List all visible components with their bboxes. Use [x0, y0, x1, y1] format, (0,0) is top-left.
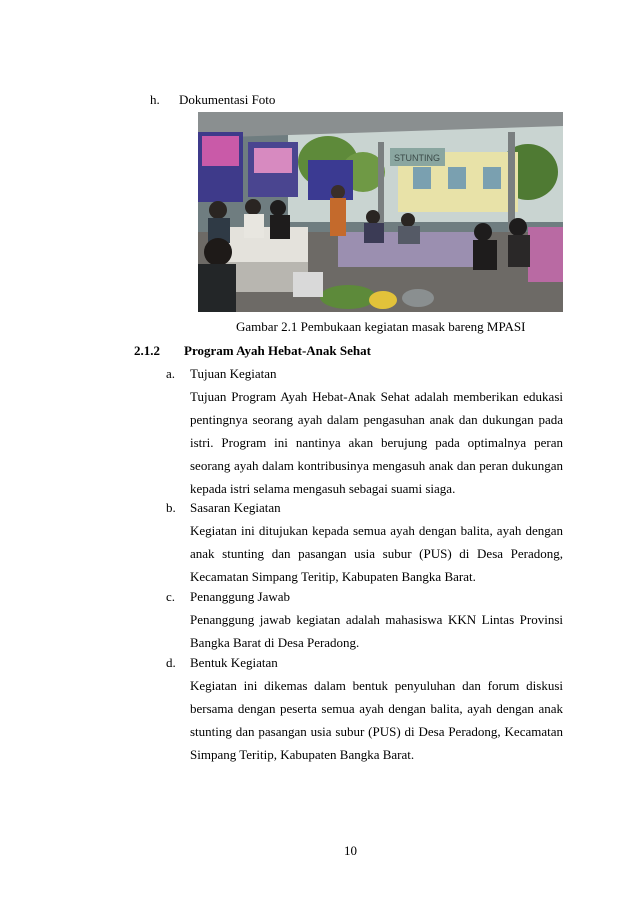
item-a-title: Tujuan Kegiatan [190, 366, 277, 381]
section-h-marker: h. [150, 92, 160, 107]
item-b-marker: b. [166, 500, 176, 515]
item-c-line: Penanggung jawab kegiatan adalah mahasiswa KKN Lintas Provinsi [190, 612, 563, 627]
item-a-line: seorang ayah dalam kontribusinya mengasuh anak dan peran dukungan [190, 458, 563, 473]
page-number: 10 [344, 843, 357, 858]
item-b-title: Sasaran Kegiatan [190, 500, 281, 515]
section-h-title: Dokumentasi Foto [179, 92, 276, 107]
item-d-marker: d. [166, 655, 176, 670]
item-d-line: Simpang Teritip, Kabupaten Bangka Barat. [190, 747, 415, 762]
item-b-line: Kecamatan Simpang Teritip, Kabupaten Bangka Barat. [190, 569, 476, 584]
figure-caption: Gambar 2.1 Pembukaan kegiatan masak bareng MPASI [236, 319, 526, 334]
heading-title: Program Ayah Hebat-Anak Sehat [184, 343, 371, 358]
activity-photo [198, 112, 563, 312]
banner-text: STUNTING [394, 153, 440, 163]
item-c-title: Penanggung Jawab [190, 589, 291, 604]
item-c-line: Bangka Barat di Desa Peradong. [190, 635, 360, 650]
activity-photo-illustration [198, 112, 563, 312]
item-b-line: anak stunting dan pasangan usia subur (PUS) di Desa Peradong, [190, 546, 563, 561]
heading-number: 2.1.2 [134, 343, 160, 358]
item-a-line: kepada istri selama mengasuh sebagai suami siaga. [190, 481, 456, 496]
item-b-line: Kegiatan ini ditujukan kepada semua ayah dengan balita, ayah dengan [190, 523, 563, 538]
item-a-line: istri. Program ini nantinya akan berujung pada optimalnya peran [190, 435, 563, 450]
item-c-marker: c. [166, 589, 176, 604]
item-a-line: Tujuan Program Ayah Hebat-Anak Sehat adalah memberikan edukasi [190, 389, 563, 404]
item-a-line: pentingnya seorang ayah dalam pengasuhan anak dan dukungan pada [190, 412, 563, 427]
item-d-line: stunting dan pasangan usia subur (PUS) di Desa Peradong, Kecamatan [190, 724, 563, 739]
item-d-line: bersama dengan peserta semua ayah dengan balita, ayah dengan anak [190, 701, 563, 716]
item-a-marker: a. [166, 366, 176, 381]
item-d-line: Kegiatan ini dikemas dalam bentuk penyuluhan dan forum diskusi [190, 678, 563, 693]
item-d-title: Bentuk Kegiatan [190, 655, 278, 670]
